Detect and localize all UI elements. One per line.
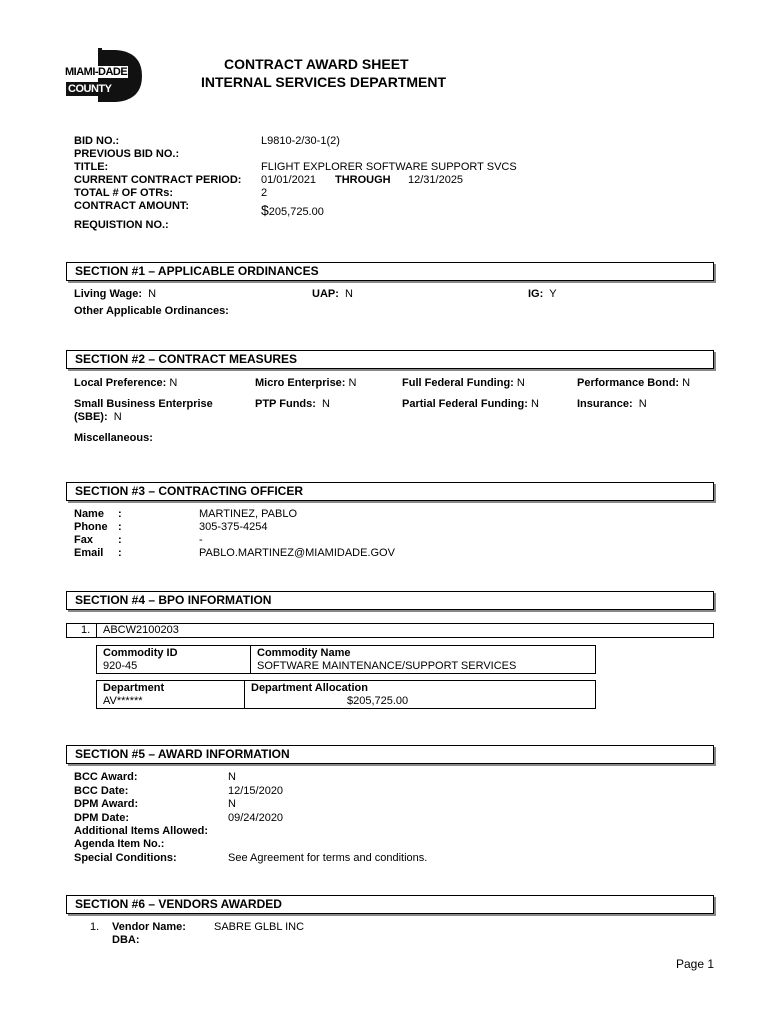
ptp-funds	[255, 398, 330, 410]
department-table	[96, 680, 596, 709]
commodity-name-header: Commodity Name	[257, 647, 351, 659]
officer-email-label: Email	[74, 547, 104, 559]
department-title: INTERNAL SERVICES DEPARTMENT	[201, 74, 447, 90]
dpm-award-value: N	[228, 798, 236, 810]
performance-bond-value: N	[682, 377, 691, 389]
department-value: AV******	[103, 695, 143, 707]
title-value: FLIGHT EXPLORER SOFTWARE SUPPORT SVCS	[261, 161, 517, 173]
micro-enterprise-value: N	[348, 377, 357, 389]
dpm-date-value: 09/24/2020	[228, 812, 284, 824]
full-federal-funding-label: Full Federal Funding:	[402, 377, 514, 389]
partial-federal-funding-value: N	[530, 398, 539, 410]
vendor-row-number: 1.	[90, 921, 100, 933]
ig	[528, 288, 557, 300]
contract-period-start: 01/01/2021	[261, 174, 317, 186]
agenda-item-label: Agenda Item No.:	[74, 838, 165, 850]
ig-value: Y	[549, 288, 557, 300]
ig-label: IG:	[528, 288, 544, 300]
bcc-date-label: BCC Date:	[74, 785, 129, 797]
logo-text-county: COUNTY	[68, 83, 112, 95]
section-4-header	[66, 591, 714, 610]
miscellaneous-label: Miscellaneous:	[74, 432, 153, 444]
otrs-value: 2	[261, 187, 268, 199]
bpo-row-divider	[96, 624, 97, 637]
uap	[312, 288, 353, 300]
insurance	[577, 398, 647, 410]
commodity-id-value: 920-45	[103, 660, 138, 672]
department-table-divider	[244, 681, 245, 708]
partial-federal-funding	[402, 398, 539, 410]
uap-label: UAP:	[312, 288, 339, 300]
contract-period-label: CURRENT CONTRACT PERIOD:	[74, 174, 242, 186]
performance-bond	[577, 377, 690, 389]
officer-fax-value: -	[199, 534, 203, 546]
section-6-header	[66, 895, 714, 914]
title-label: TITLE:	[74, 161, 109, 173]
sbe-label-line2: (SBE):	[74, 411, 108, 423]
special-conditions-value: See Agreement for terms and conditions.	[228, 852, 428, 864]
vendor-name-value: SABRE GLBL INC	[214, 921, 305, 933]
previous-bid-label: PREVIOUS BID NO.:	[74, 148, 180, 160]
section-1-title: SECTION #1 – APPLICABLE ORDINANCES	[75, 264, 319, 278]
section-3-header	[66, 482, 714, 501]
contract-period-end: 12/31/2025	[408, 174, 464, 186]
local-preference-value: N	[169, 377, 178, 389]
bid-no-value: L9810-2/30-1(2)	[261, 135, 340, 147]
section-2-title: SECTION #2 – CONTRACT MEASURES	[75, 352, 298, 366]
officer-fax-label: Fax	[74, 534, 93, 546]
commodity-table	[96, 645, 596, 674]
section-1-header	[66, 262, 714, 281]
partial-federal-funding-label: Partial Federal Funding:	[402, 398, 528, 410]
insurance-label: Insurance:	[577, 398, 633, 410]
section-4-title: SECTION #4 – BPO INFORMATION	[75, 593, 272, 607]
sbe-label-line1: Small Business Enterprise	[74, 398, 213, 410]
ptp-funds-label: PTP Funds:	[255, 398, 316, 410]
section-5-title: SECTION #5 – AWARD INFORMATION	[75, 747, 290, 761]
contract-amount-label: CONTRACT AMOUNT:	[74, 200, 190, 212]
requisition-label: REQUISTION NO.:	[74, 219, 169, 231]
ptp-funds-value: N	[322, 398, 330, 410]
department-allocation-value: $205,725.00	[347, 695, 409, 707]
contract-amount-symbol: $	[261, 202, 269, 218]
document-title: CONTRACT AWARD SHEET	[224, 56, 409, 72]
special-conditions-label: Special Conditions:	[74, 852, 177, 864]
page-number: Page 1	[676, 957, 715, 971]
officer-phone-colon: :	[118, 521, 122, 533]
section-3-title: SECTION #3 – CONTRACTING OFFICER	[75, 484, 304, 498]
officer-phone-label: Phone	[74, 521, 108, 533]
officer-name-value: MARTINEZ, PABLO	[199, 508, 298, 520]
other-ordinances-label: Other Applicable Ordinances:	[74, 305, 229, 317]
officer-email-colon: :	[118, 547, 122, 559]
section-5-header	[66, 745, 714, 764]
local-preference	[74, 377, 177, 389]
officer-name-label: Name	[74, 508, 104, 520]
living-wage-value: N	[148, 288, 157, 300]
sbe	[74, 411, 122, 423]
commodity-id-header: Commodity ID	[103, 647, 178, 659]
commodity-name-value: SOFTWARE MAINTENANCE/SUPPORT SERVICES	[257, 660, 517, 672]
local-preference-label: Local Preference:	[74, 377, 167, 389]
bcc-award-label: BCC Award:	[74, 771, 138, 783]
logo-text-miami-dade: MIAMI-DADE	[65, 66, 128, 78]
section-6-title: SECTION #6 – VENDORS AWARDED	[75, 897, 282, 911]
otrs-label: TOTAL # OF OTRs:	[74, 187, 174, 199]
officer-fax-colon: :	[118, 534, 122, 546]
officer-name-colon: :	[118, 508, 122, 520]
sbe-value: N	[113, 411, 122, 423]
additional-items-label: Additional Items Allowed:	[74, 825, 209, 837]
micro-enterprise-label: Micro Enterprise:	[255, 377, 346, 389]
bpo-row-number: 1.	[81, 624, 91, 636]
bpo-row	[66, 623, 714, 638]
full-federal-funding-value: N	[516, 377, 525, 389]
contract-period-through: THROUGH	[335, 174, 391, 186]
full-federal-funding	[402, 377, 525, 389]
living-wage	[74, 288, 156, 300]
vendor-name-label: Vendor Name:	[112, 921, 186, 933]
insurance-value: N	[638, 398, 647, 410]
contract-amount-number: 205,725.00	[268, 206, 324, 218]
officer-phone-value: 305-375-4254	[199, 521, 268, 533]
uap-value: N	[345, 288, 353, 300]
living-wage-label: Living Wage:	[74, 288, 143, 300]
dpm-date-label: DPM Date:	[74, 812, 130, 824]
bpo-number: ABCW2100203	[103, 624, 179, 636]
performance-bond-label: Performance Bond:	[577, 377, 680, 389]
bcc-award-value: N	[228, 771, 236, 783]
bcc-date-value: 12/15/2020	[228, 785, 284, 797]
contract-amount-value	[261, 202, 324, 218]
department-header: Department	[103, 682, 165, 694]
county-logo	[64, 48, 144, 104]
dpm-award-label: DPM Award:	[74, 798, 139, 810]
department-allocation-header: Department Allocation	[251, 682, 368, 694]
section-2-header	[66, 350, 714, 369]
dba-label: DBA:	[112, 934, 140, 946]
officer-email-value: PABLO.MARTINEZ@MIAMIDADE.GOV	[199, 547, 395, 559]
bid-no-label: BID NO.:	[74, 135, 120, 147]
commodity-table-divider	[250, 646, 251, 673]
micro-enterprise	[255, 377, 356, 389]
